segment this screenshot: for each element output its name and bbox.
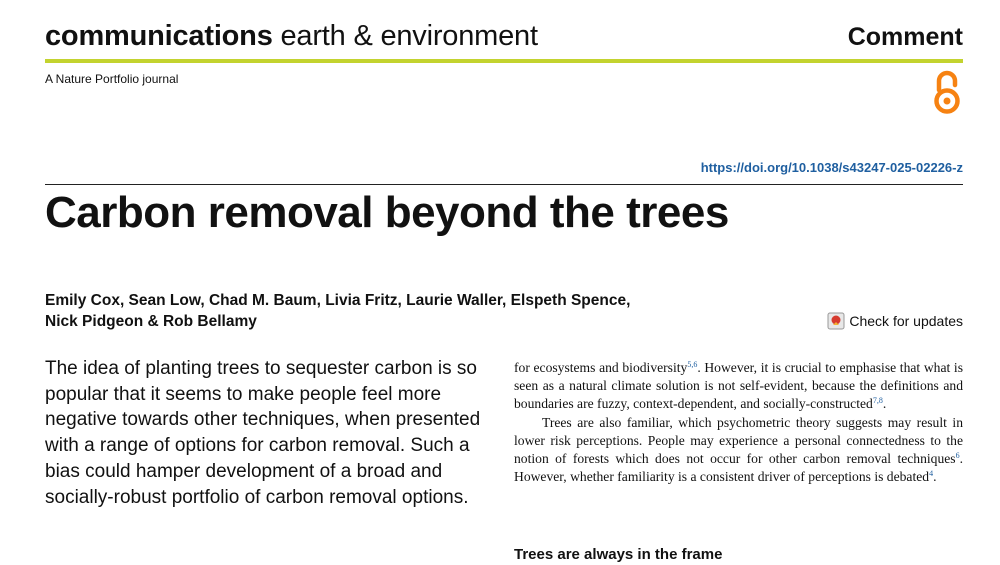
portfolio-label: A Nature Portfolio journal — [45, 72, 179, 86]
check-updates-icon — [827, 312, 845, 330]
author-line: Nick Pidgeon & Rob Bellamy — [45, 313, 257, 330]
doi-link[interactable]: https://doi.org/10.1038/s43247-025-02226-z — [700, 160, 963, 175]
text-run: Trees are also familiar, which psychometric theory suggests may result in lower risk perceptions. People may experience a personal connectedness to the notion of forests which does not occur for other carbon removal techniques — [514, 414, 963, 467]
section-heading: Trees are always in the frame — [514, 546, 723, 563]
open-access-icon[interactable] — [930, 70, 964, 116]
journal-name-rest: earth & environment — [272, 20, 538, 52]
author-line: Emily Cox, Sean Low, Chad M. Baum, Livia Fritz, Laurie Waller, Elspeth Spence, — [45, 292, 631, 309]
text-run: . However, it is crucial to emphasise that what is seen as a natural climate solution is not self-evident, because the definitions and boundaries are fuzzy, context-dependent, and socially-constructed — [514, 360, 963, 412]
reference-link[interactable]: 7,8 — [872, 396, 883, 406]
check-updates-label: Check for updates — [849, 313, 963, 329]
author-list — [45, 290, 630, 332]
text-run: . — [933, 469, 937, 485]
title-rule — [45, 184, 963, 185]
article-title: Carbon removal beyond the trees — [45, 188, 729, 237]
text-run: . — [882, 396, 887, 412]
article-type: Comment — [847, 23, 963, 51]
body-text — [514, 359, 963, 486]
reference-link[interactable]: 4 — [929, 469, 934, 479]
journal-name — [45, 20, 538, 53]
text-run: . However, whether familiarity is a consistent driver of perceptions is debated — [514, 451, 963, 485]
header-rule — [45, 59, 963, 63]
check-updates-button[interactable] — [827, 312, 963, 330]
standfirst: The idea of planting trees to sequester carbon is so popular that it seems to make people feel more negative towards other techniques, when presented with a range of options for carbon removal. Such a bias could hamper development of a broad and socially-robust portfolio of carbon removal options. — [45, 358, 481, 508]
reference-link[interactable]: 5,6 — [687, 360, 698, 369]
journal-name-bold: communications — [45, 20, 273, 52]
body-paragraph — [514, 359, 963, 414]
text-run: for ecosystems and biodiversity — [514, 360, 688, 375]
reference-link[interactable]: 6 — [955, 451, 960, 461]
body-paragraph — [514, 414, 963, 487]
